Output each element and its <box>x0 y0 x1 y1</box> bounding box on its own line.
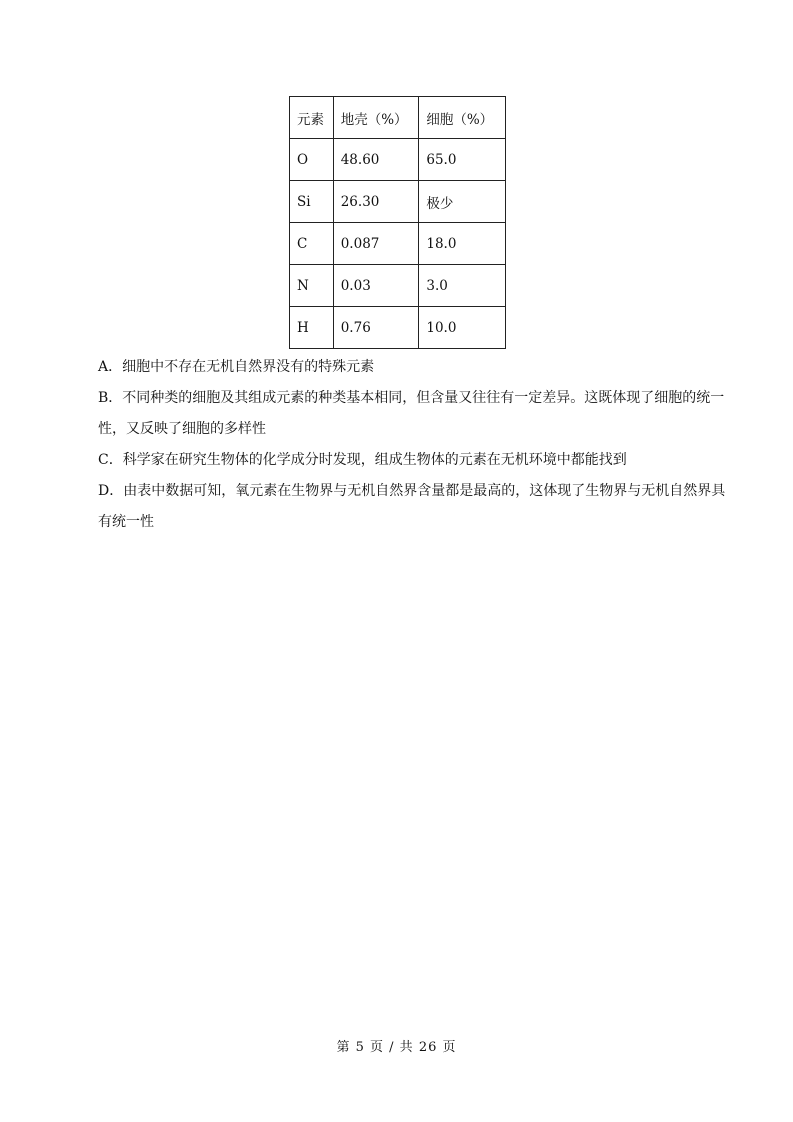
option-c: C．科学家在研究生物体的化学成分时发现，组成生物体的元素在无机环境中都能找到 <box>98 452 627 468</box>
cell-crust-value: 0.087 <box>333 223 419 265</box>
option-d: D．由表中数据可知，氧元素在生物界与无机自然界含量都是最高的，这体现了生物界与无机自然界具有统一性 <box>98 483 726 530</box>
table-row <box>290 181 506 223</box>
header-cell-percent: 细胞（%） <box>419 97 506 139</box>
table-header-row <box>290 97 506 139</box>
cell-crust-value: 0.76 <box>333 307 419 349</box>
cell-crust-value: 48.60 <box>333 139 419 181</box>
cell-element: H <box>290 307 334 349</box>
table-row <box>290 265 506 307</box>
table-row <box>290 223 506 265</box>
answer-options <box>98 352 726 538</box>
element-content-table <box>289 96 506 349</box>
table-row <box>290 139 506 181</box>
cell-cell-value: 65.0 <box>419 139 506 181</box>
option-a: A．细胞中不存在无机自然界没有的特殊元素 <box>98 359 375 375</box>
cell-crust-value: 0.03 <box>333 265 419 307</box>
cell-cell-value: 10.0 <box>419 307 506 349</box>
page-footer: 第 5 页 / 共 26 页 <box>336 1040 457 1055</box>
cell-element: Si <box>290 181 334 223</box>
cell-crust-value: 26.30 <box>333 181 419 223</box>
header-crust-percent: 地壳（%） <box>333 97 419 139</box>
option-b: B．不同种类的细胞及其组成元素的种类基本相同，但含量又往往有一定差异。这既体现了细胞的统一性，又反映了细胞的多样性 <box>98 390 725 437</box>
cell-element: O <box>290 139 334 181</box>
cell-cell-value: 3.0 <box>419 265 506 307</box>
cell-cell-value: 极少 <box>419 181 506 223</box>
header-element: 元素 <box>290 97 334 139</box>
cell-cell-value: 18.0 <box>419 223 506 265</box>
table-row <box>290 307 506 349</box>
cell-element: C <box>290 223 334 265</box>
cell-element: N <box>290 265 334 307</box>
